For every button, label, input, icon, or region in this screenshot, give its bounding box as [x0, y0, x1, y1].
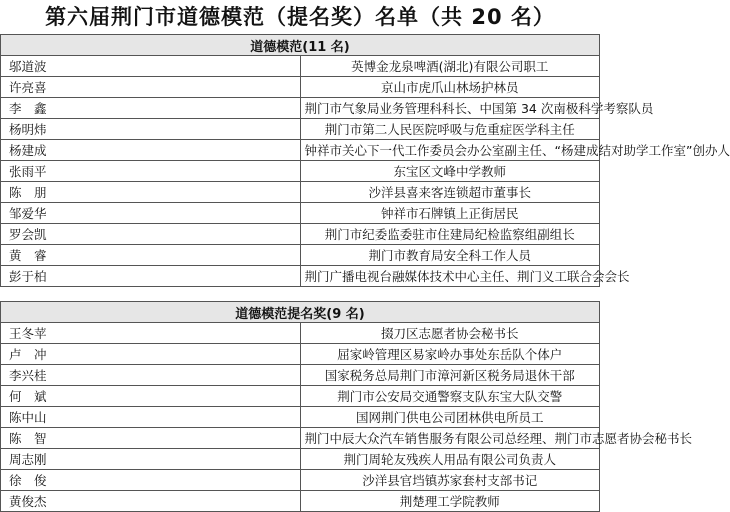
person-name: 黄 睿: [1, 245, 301, 266]
nomination-table: [0, 301, 693, 512]
table-row: [1, 119, 600, 140]
section-header: [1, 302, 600, 323]
person-name: 李兴桂: [1, 365, 301, 386]
person-name: 张雨平: [1, 161, 301, 182]
person-description: 屈家岭管理区易家岭办事处东岳队个体户: [300, 344, 600, 365]
table-row: [1, 203, 600, 224]
person-name: 罗会凯: [1, 224, 301, 245]
person-description: 荆门广播电视台融媒体技术中心主任、荆门义工联合会会长: [300, 266, 600, 287]
person-description: 荆门周轮友残疾人用品有限公司负责人: [300, 449, 600, 470]
table-row: [1, 182, 600, 203]
person-name: 许亮喜: [1, 77, 301, 98]
person-description: 京山市虎爪山林场护林员: [300, 77, 600, 98]
table-row: [1, 407, 600, 428]
table-row: [1, 245, 600, 266]
table-row: [1, 224, 600, 245]
person-description: 荆门市纪委监委驻市住建局纪检监察组副组长: [300, 224, 600, 245]
person-description: 钟祥市关心下一代工作委员会办公室副主任、“杨建成结对助学工作室”创办人: [300, 140, 600, 161]
person-name: 邬道波: [1, 56, 301, 77]
person-name: 徐 俊: [1, 470, 301, 491]
person-description: 荆门市教育局安全科工作人员: [300, 245, 600, 266]
table-row: [1, 266, 600, 287]
person-description: 荆门市气象局业务管理科科长、中国第 34 次南极科学考察队员: [300, 98, 600, 119]
person-description: 英博金龙泉啤酒(湖北)有限公司职工: [300, 56, 600, 77]
person-description: 东宝区文峰中学教师: [300, 161, 600, 182]
person-name: 彭于柏: [1, 266, 301, 287]
person-name: 李 鑫: [1, 98, 301, 119]
person-description: 掇刀区志愿者协会秘书长: [300, 323, 600, 344]
person-name: 卢 冲: [1, 344, 301, 365]
table-row: [1, 56, 600, 77]
table-row: [1, 491, 600, 512]
section-heading: 道德模范(11 名): [1, 35, 600, 56]
person-description: 国家税务总局荆门市漳河新区税务局退休干部: [300, 365, 600, 386]
table-row: [1, 428, 600, 449]
section-heading: 道德模范提名奖(9 名): [1, 302, 600, 323]
table-row: [1, 77, 600, 98]
moral-model-table: [0, 34, 730, 287]
table-row: [1, 365, 600, 386]
person-name: 陈 智: [1, 428, 301, 449]
section-header: [1, 35, 600, 56]
person-name: 陈 朋: [1, 182, 301, 203]
person-description: 钟祥市石牌镇上正街居民: [300, 203, 600, 224]
table-row: [1, 449, 600, 470]
table-row: [1, 323, 600, 344]
person-name: 黄俊杰: [1, 491, 301, 512]
table-row: [1, 98, 600, 119]
person-description: 荆楚理工学院教师: [300, 491, 600, 512]
person-name: 杨建成: [1, 140, 301, 161]
table-row: [1, 386, 600, 407]
person-description: 荆门市公安局交通警察支队东宝大队交警: [300, 386, 600, 407]
person-description: 荆门市第二人民医院呼吸与危重症医学科主任: [300, 119, 600, 140]
person-name: 周志刚: [1, 449, 301, 470]
table-row: [1, 344, 600, 365]
person-description: 沙洋县喜来客连锁超市董事长: [300, 182, 600, 203]
page-title: 第六届荆门市道德模范（提名奖）名单（共 20 名）: [45, 5, 555, 29]
person-name: 邹爱华: [1, 203, 301, 224]
person-name: 王冬苹: [1, 323, 301, 344]
table-row: [1, 161, 600, 182]
table-row: [1, 140, 600, 161]
person-name: 杨明炜: [1, 119, 301, 140]
person-name: 陈中山: [1, 407, 301, 428]
person-description: 荆门中辰大众汽车销售服务有限公司总经理、荆门市志愿者协会秘书长: [300, 428, 600, 449]
person-description: 国网荆门供电公司团林供电所员工: [300, 407, 600, 428]
table-row: [1, 470, 600, 491]
person-name: 何 斌: [1, 386, 301, 407]
person-description: 沙洋县官垱镇苏家套村支部书记: [300, 470, 600, 491]
